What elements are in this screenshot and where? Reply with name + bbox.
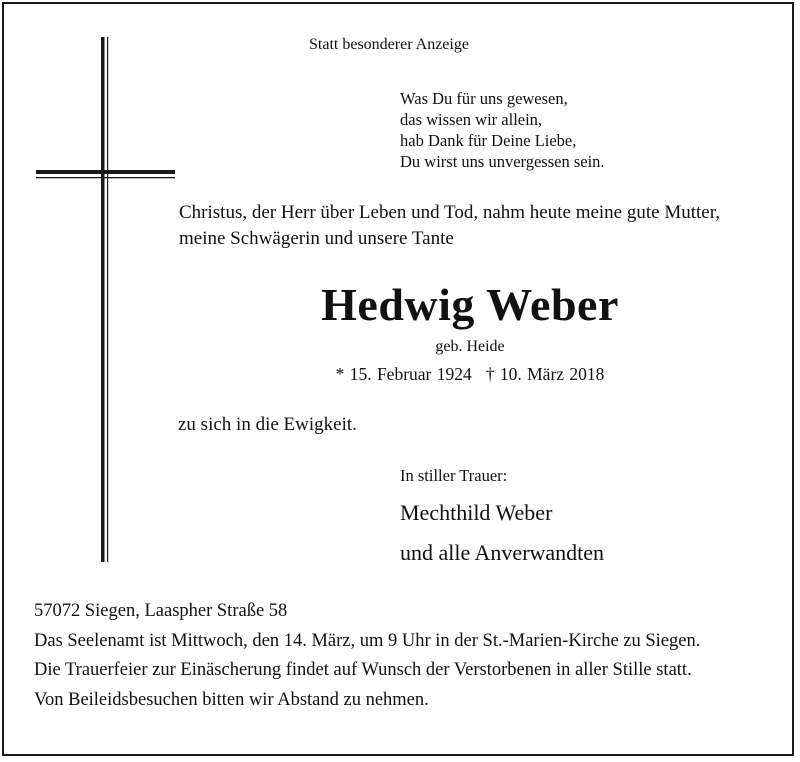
deceased-name: Hedwig Weber bbox=[321, 279, 619, 330]
mourner-name: Mechthild Weber bbox=[400, 500, 553, 525]
condolence-info-line: Von Beileidsbesuchen bitten wir Abstand zu nehmen. bbox=[34, 689, 429, 710]
poem-line: das wissen wir allein, bbox=[400, 110, 543, 129]
announcement-line: meine Schwägerin und unsere Tante bbox=[179, 228, 454, 249]
closing-text: zu sich in die Ewigkeit. bbox=[178, 414, 357, 435]
footer-info bbox=[34, 597, 700, 715]
mourner-relatives: und alle Anverwandten bbox=[400, 540, 605, 565]
mass-info-line: Das Seelenamt ist Mittwoch, den 14. März, um 9 Uhr in der St.-Marien-Kirche zu Siegen. bbox=[34, 630, 701, 651]
death-date: † 10. März 2018 bbox=[485, 364, 605, 384]
intro-label: Statt besonderer Anzeige bbox=[309, 36, 469, 53]
poem bbox=[400, 88, 605, 172]
mourning-label: In stiller Trauer: bbox=[400, 466, 508, 485]
announcement-line: Christus, der Herr über Leben und Tod, nahm heute meine gute Mutter, bbox=[179, 202, 721, 223]
funeral-info-line: Die Trauerfeier zur Einäscherung findet auf Wunsch der Verstorbenen in aller Stille statt. bbox=[34, 660, 692, 680]
birth-date: * 15. Februar 1924 bbox=[335, 364, 472, 384]
life-dates bbox=[0, 364, 800, 385]
poem-line: Was Du für uns gewesen, bbox=[400, 89, 568, 108]
announcement-text bbox=[179, 200, 720, 252]
address-line: 57072 Siegen, Laaspher Straße 58 bbox=[34, 601, 288, 621]
poem-line: Du wirst uns unvergessen sein. bbox=[400, 152, 605, 171]
poem-line: hab Dank für Deine Liebe, bbox=[400, 131, 577, 150]
birth-name: geb. Heide bbox=[435, 338, 505, 355]
